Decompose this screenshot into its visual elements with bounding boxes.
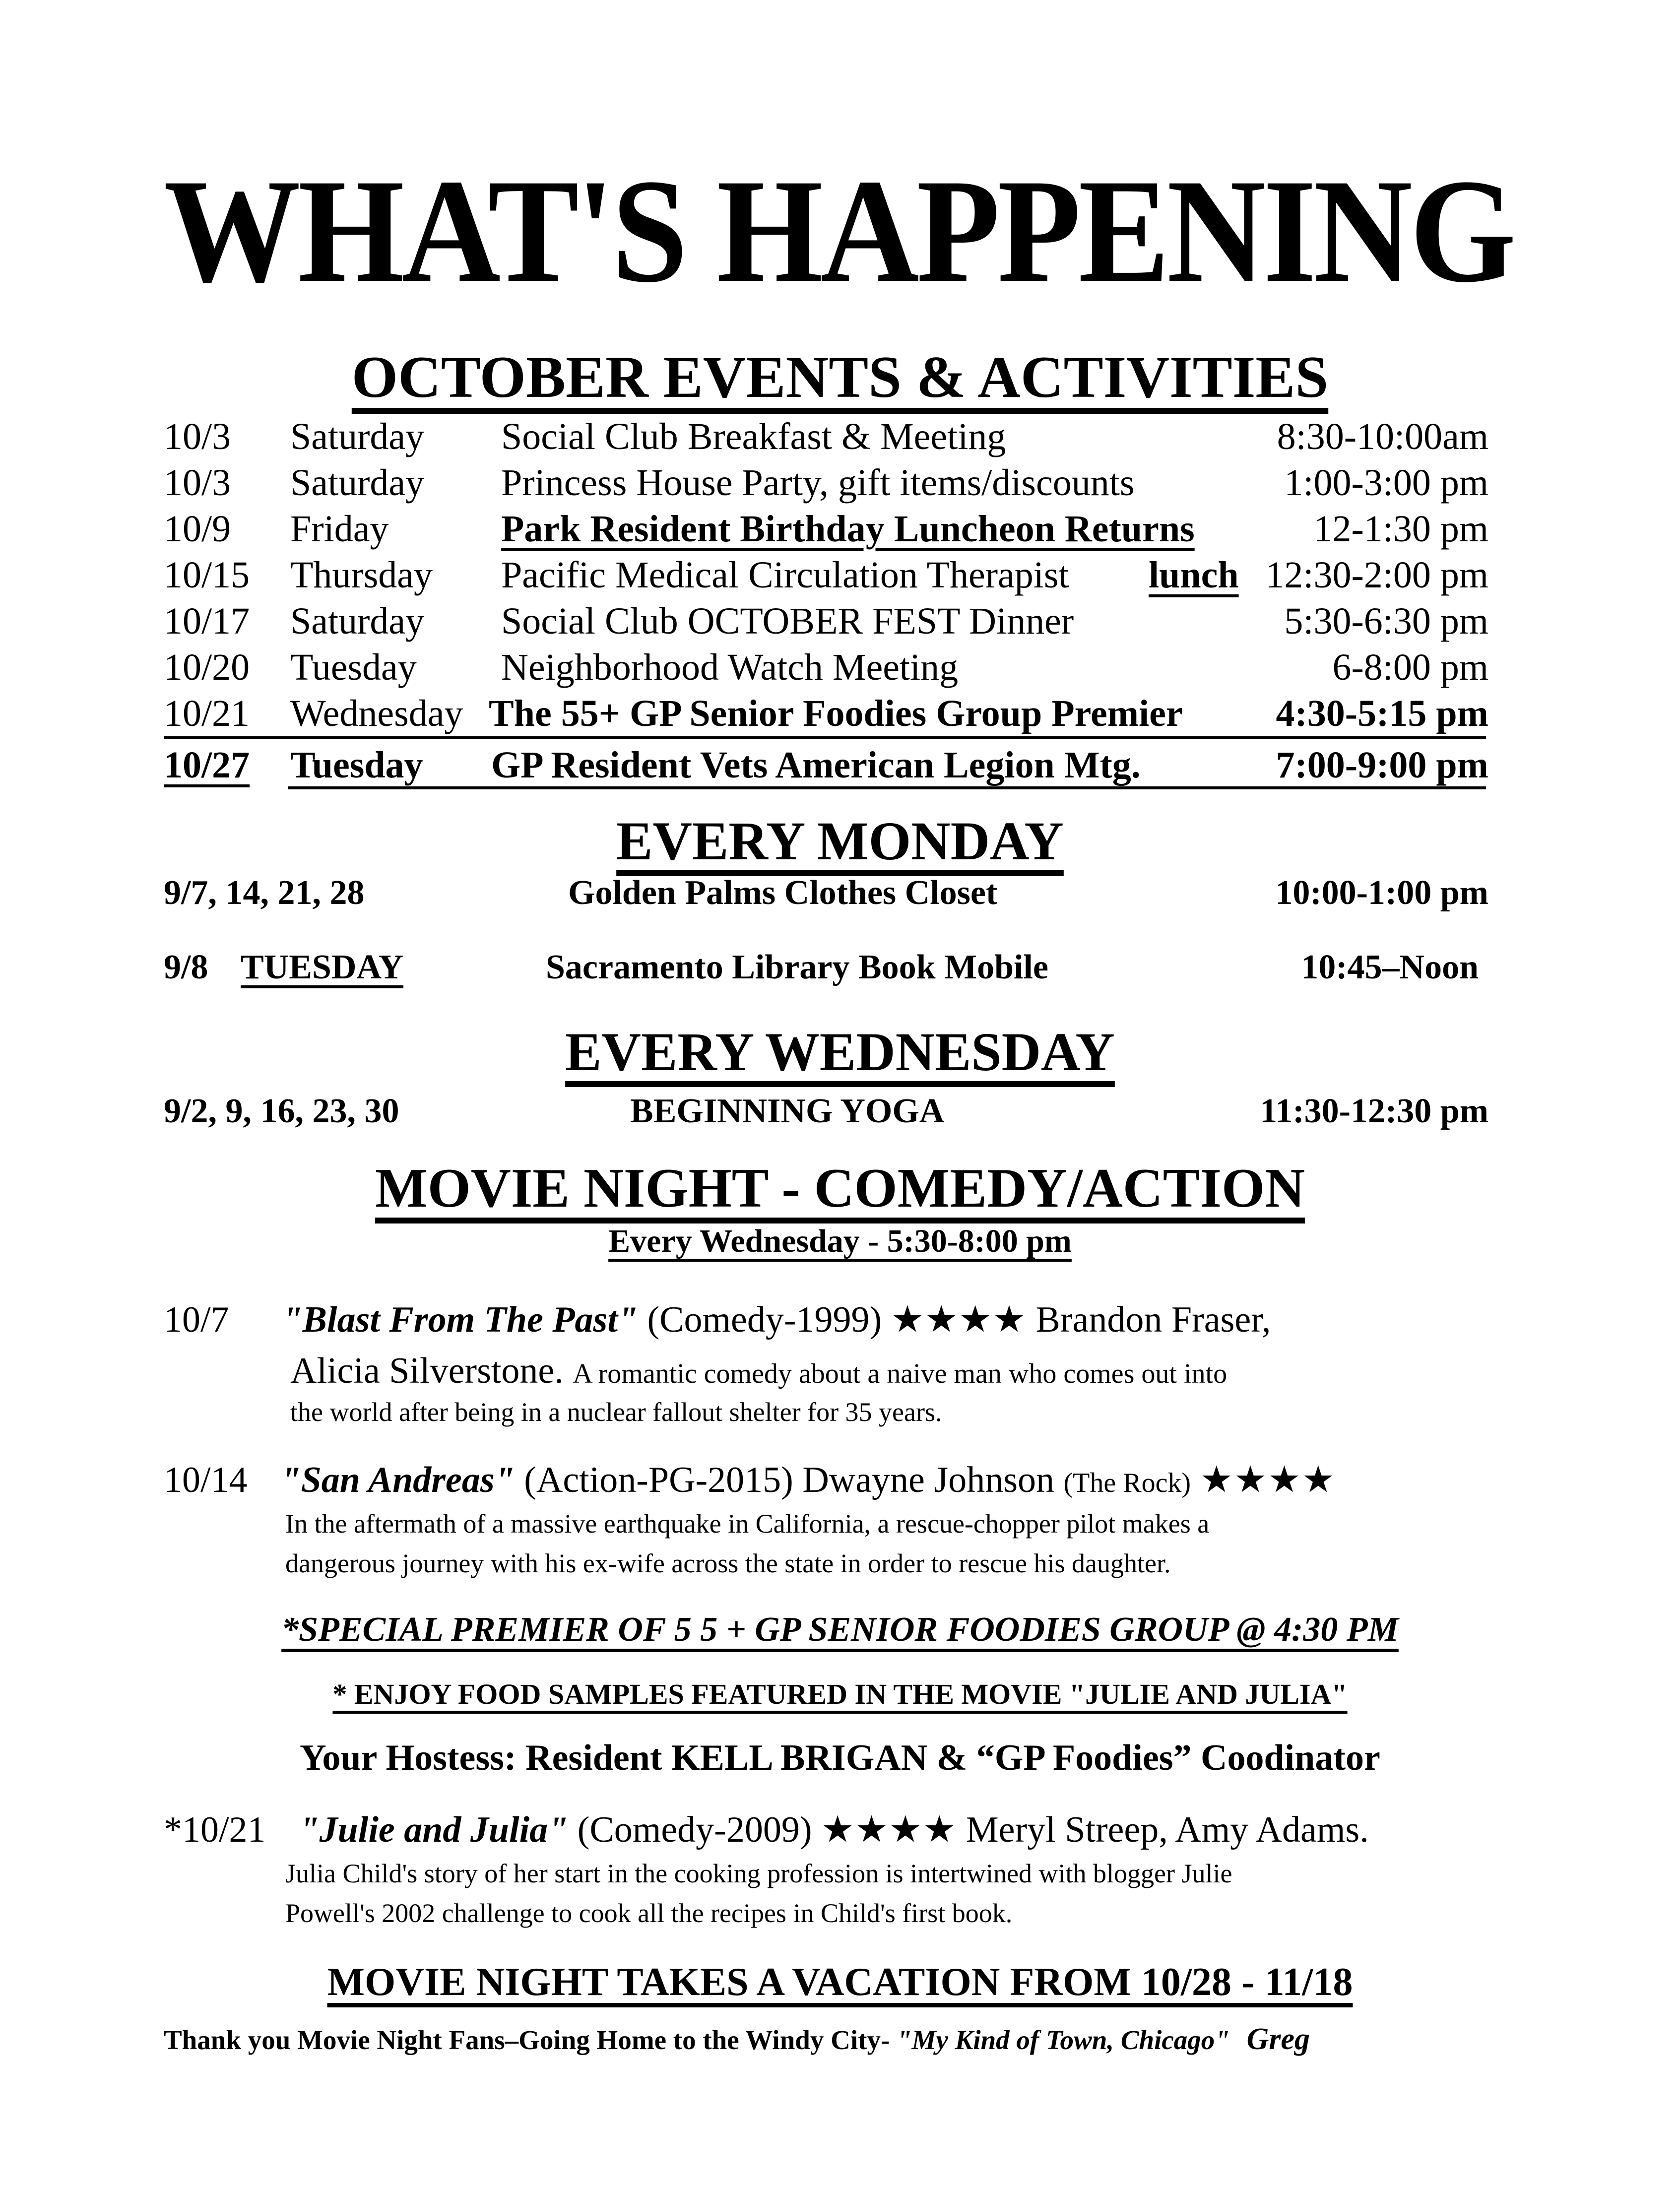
movie-entry-line2 <box>290 1347 1227 1398</box>
movie-title: "Julie and Julia" <box>299 1809 569 1850</box>
event-row <box>164 507 1488 551</box>
event-time: 4:30-5:15 pm <box>1276 693 1488 734</box>
movie-date: 10/7 <box>164 1299 229 1340</box>
event-day: Wednesday <box>290 693 463 734</box>
event-title: Social Club Breakfast & Meeting <box>501 416 1006 457</box>
thanks-text: Thank you Movie Night Fans–Going Home to the Windy City- <box>164 2025 890 2055</box>
event-date: 10/21 <box>164 693 250 734</box>
event-date: 10/17 <box>164 600 250 642</box>
event-time: 8:30-10:00am <box>1277 416 1488 457</box>
event-date: 10/9 <box>164 508 231 550</box>
star-rating-icon: ★★★★ <box>821 1809 957 1850</box>
event-title: Princess House Party, gift items/discounts <box>501 462 1135 504</box>
event-time: 7:00-9:00 pm <box>1276 744 1488 786</box>
event-date: 10/27 <box>164 744 250 786</box>
movie-title: "Blast From The Past" <box>282 1299 638 1340</box>
tuesday-event: Sacramento Library Book Mobile <box>546 948 1048 986</box>
movie-cast: Meryl Streep, Amy Adams. <box>966 1809 1369 1850</box>
event-day: Saturday <box>290 462 425 504</box>
movie-title: "San Andreas" <box>280 1460 515 1500</box>
movie-note: (The Rock) <box>1063 1468 1191 1498</box>
food-samples-note: * ENJOY FOOD SAMPLES FEATURED IN THE MOVIE "JULIE AND JULIA" <box>332 1678 1348 1710</box>
event-day: Friday <box>290 508 389 550</box>
movie-info: (Action-PG-2015) Dwayne Johnson <box>524 1460 1054 1500</box>
event-row <box>164 414 1488 459</box>
movie-info: (Comedy-2009) <box>577 1809 812 1850</box>
special-premier-note: *SPECIAL PREMIER OF 5 5 + GP SENIOR FOODIES GROUP @ 4:30 PM <box>281 1610 1399 1649</box>
every-wednesday-heading: EVERY WEDNESDAY <box>565 1022 1115 1082</box>
tuesday-day: TUESDAY <box>241 948 404 986</box>
movie-entry <box>164 1456 1336 1507</box>
movie-description: Julia Child's story of her start in the cooking profession is intertwined with blogger Julie <box>285 1859 1232 1888</box>
thanks-line <box>164 2019 1310 2060</box>
movie-description: Powell's 2002 challenge to cook all the recipes in Child's first book. <box>285 1898 1013 1928</box>
event-time: 12-1:30 pm <box>1313 508 1488 550</box>
movie-description: the world after being in a nuclear fallout shelter for 35 years. <box>290 1397 942 1427</box>
wednesday-dates: 9/2, 9, 16, 23, 30 <box>164 1092 399 1130</box>
monday-time: 10:00-1:00 pm <box>1275 874 1488 912</box>
event-date: 10/3 <box>164 416 231 457</box>
monday-event: Golden Palms Clothes Closet <box>568 874 998 912</box>
movie-cast: Alicia Silverstone. <box>290 1351 564 1391</box>
event-title: The 55+ GP Senior Foodies Group Premier <box>489 693 1183 734</box>
movie-description: In the aftermath of a massive earthquake in California, a rescue-chopper pilot makes a <box>285 1509 1210 1539</box>
vacation-heading: MOVIE NIGHT TAKES A VACATION FROM 10/28 - 11/18 <box>327 1960 1353 2004</box>
event-row <box>164 645 1488 690</box>
event-row <box>164 691 1488 736</box>
event-time: 12:30-2:00 pm <box>1265 554 1488 596</box>
event-time: 5:30-6:30 pm <box>1284 600 1488 642</box>
every-monday-heading: EVERY MONDAY <box>616 811 1064 871</box>
event-title: Park Resident Birthday Luncheon Returns <box>501 508 1195 550</box>
row-divider <box>288 786 1486 789</box>
event-row <box>164 599 1488 644</box>
event-row <box>164 460 1488 505</box>
event-date: 10/15 <box>164 554 250 596</box>
event-date: 10/20 <box>164 646 250 688</box>
tuesday-date: 9/8 <box>164 948 208 986</box>
event-title: Social Club OCTOBER FEST Dinner <box>501 600 1074 642</box>
movie-night-schedule: Every Wednesday - 5:30-8:00 pm <box>608 1223 1072 1259</box>
movie-entry <box>164 1806 1369 1854</box>
event-title: Pacific Medical Circulation Therapist <box>501 554 1069 596</box>
signature: Greg <box>1246 2022 1310 2056</box>
october-heading: OCTOBER EVENTS & ACTIVITIES <box>351 344 1329 410</box>
event-title: Neighborhood Watch Meeting <box>501 646 959 688</box>
event-row <box>164 743 1488 787</box>
event-time: 6-8:00 pm <box>1332 646 1488 688</box>
hostess-note: Your Hostess: Resident KELL BRIGAN & “GP Foodies” Coodinator <box>300 1738 1380 1778</box>
event-day: Tuesday <box>290 646 417 688</box>
row-divider <box>164 736 1486 739</box>
star-rating-icon: ★★★★ <box>891 1299 1027 1340</box>
movie-description: A romantic comedy about a naive man who comes out into <box>573 1358 1228 1389</box>
wednesday-event: BEGINNING YOGA <box>630 1092 945 1130</box>
page-title: WHAT'S HAPPENING <box>164 148 1514 313</box>
thanks-quote: "My Kind of Town, Chicago" <box>897 2025 1230 2055</box>
event-day: Tuesday <box>290 744 423 786</box>
event-row <box>164 553 1488 597</box>
event-date: 10/3 <box>164 462 231 504</box>
wednesday-time: 11:30-12:30 pm <box>1260 1092 1488 1130</box>
event-day: Saturday <box>290 416 425 457</box>
tuesday-row <box>164 945 1488 990</box>
movie-date: *10/21 <box>164 1809 266 1850</box>
event-day: Saturday <box>290 600 425 642</box>
event-title: GP Resident Vets American Legion Mtg. <box>491 744 1141 786</box>
monday-dates: 9/7, 14, 21, 28 <box>164 874 365 912</box>
wednesday-row <box>164 1089 1488 1134</box>
event-time: 1:00-3:00 pm <box>1284 462 1488 504</box>
star-rating-icon: ★★★★ <box>1200 1460 1336 1500</box>
movie-night-heading: MOVIE NIGHT - COMEDY/ACTION <box>375 1158 1305 1219</box>
movie-entry <box>164 1296 1271 1344</box>
event-title-extra: lunch <box>1149 554 1239 596</box>
movie-date: 10/14 <box>164 1460 248 1500</box>
movie-info: (Comedy-1999) <box>647 1299 882 1340</box>
movie-cast: Brandon Fraser, <box>1035 1299 1271 1340</box>
monday-row <box>164 871 1488 915</box>
tuesday-time: 10:45–Noon <box>1301 948 1479 986</box>
event-day: Thursday <box>290 554 433 596</box>
movie-description: dangerous journey with his ex-wife across the state in order to rescue his daughter. <box>285 1548 1171 1578</box>
